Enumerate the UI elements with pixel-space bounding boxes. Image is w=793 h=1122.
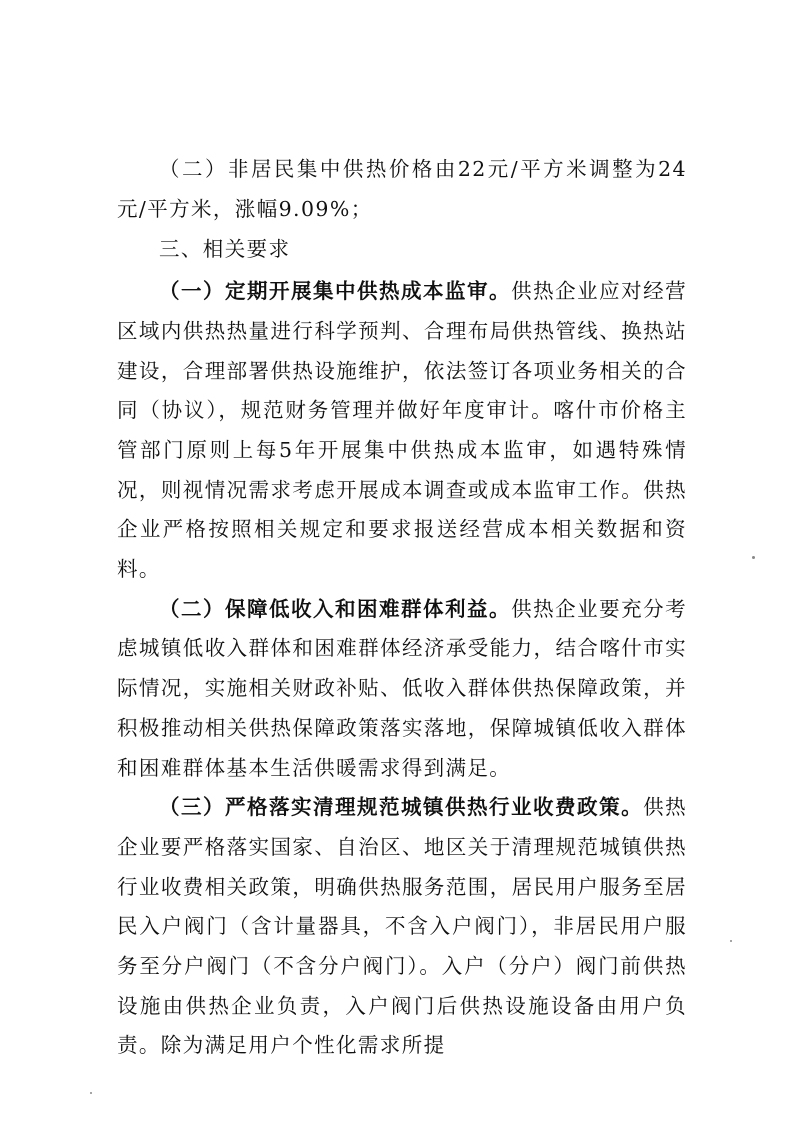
paragraph-text: 供热企业要严格落实国家、自治区、地区关于清理规范城镇供热行业收费相关政策，明确供热服务范围，居民用户服务至居民入户阀门（含计量器具，不含入户阀门），非居民用户服务至分户阀门（不含分户阀门）。入户（分户）阀门前供热设施由供热企业负责，入户阀门后供热设施设备由用户负责。除为满足用户个性化需求所提 (117, 795, 687, 1058)
paragraph-lead-fee-policy: （三）严格落实清理规范城镇供热行业收费政策。 (159, 795, 644, 820)
paragraph-fee-policy (117, 788, 687, 1066)
document-body (117, 150, 687, 1066)
section-heading-text: 三、相关要求 (159, 237, 291, 262)
scan-speck (730, 940, 732, 942)
section-heading-requirements (117, 230, 687, 270)
scan-speck (90, 1092, 92, 1094)
paragraph-cost-review (117, 272, 687, 590)
paragraph-low-income-protection (117, 590, 687, 789)
paragraph-nonresident-price (117, 150, 687, 229)
paragraph-lead-low-income: （二）保障低收入和困难群体利益。 (159, 596, 512, 621)
paragraph-text: （二）非居民集中供热价格由22元/平方米调整为24元/平方米，涨幅9.09%； (117, 157, 687, 221)
paragraph-text: 供热企业要充分考虑城镇低收入群体和困难群体经济承受能力，结合喀什市实际情况，实施相关财政补贴、低收入群体供热保障政策，并积极推动相关供热保障政策落实落地，保障城镇低收入群体和困难群体基本生活供暖需求得到满足。 (117, 596, 687, 780)
paragraph-lead-cost-review: （一）定期开展集中供热成本监审。 (159, 279, 512, 304)
paragraph-text: 供热企业应对经营区域内供热热量进行科学预判、合理布局供热管线、换热站建设，合理部署供热设施维护，依法签订各项业务相关的合同（协议），规范财务管理并做好年度审计。喀什市价格主管部门原则上每5年开展集中供热成本监审，如遇特殊情况，则视情况需求考虑开展成本调查或成本监审工作。供热企业严格按照相关规定和要求报送经营成本相关数据和资料。 (117, 279, 687, 582)
scan-speck (752, 556, 755, 559)
